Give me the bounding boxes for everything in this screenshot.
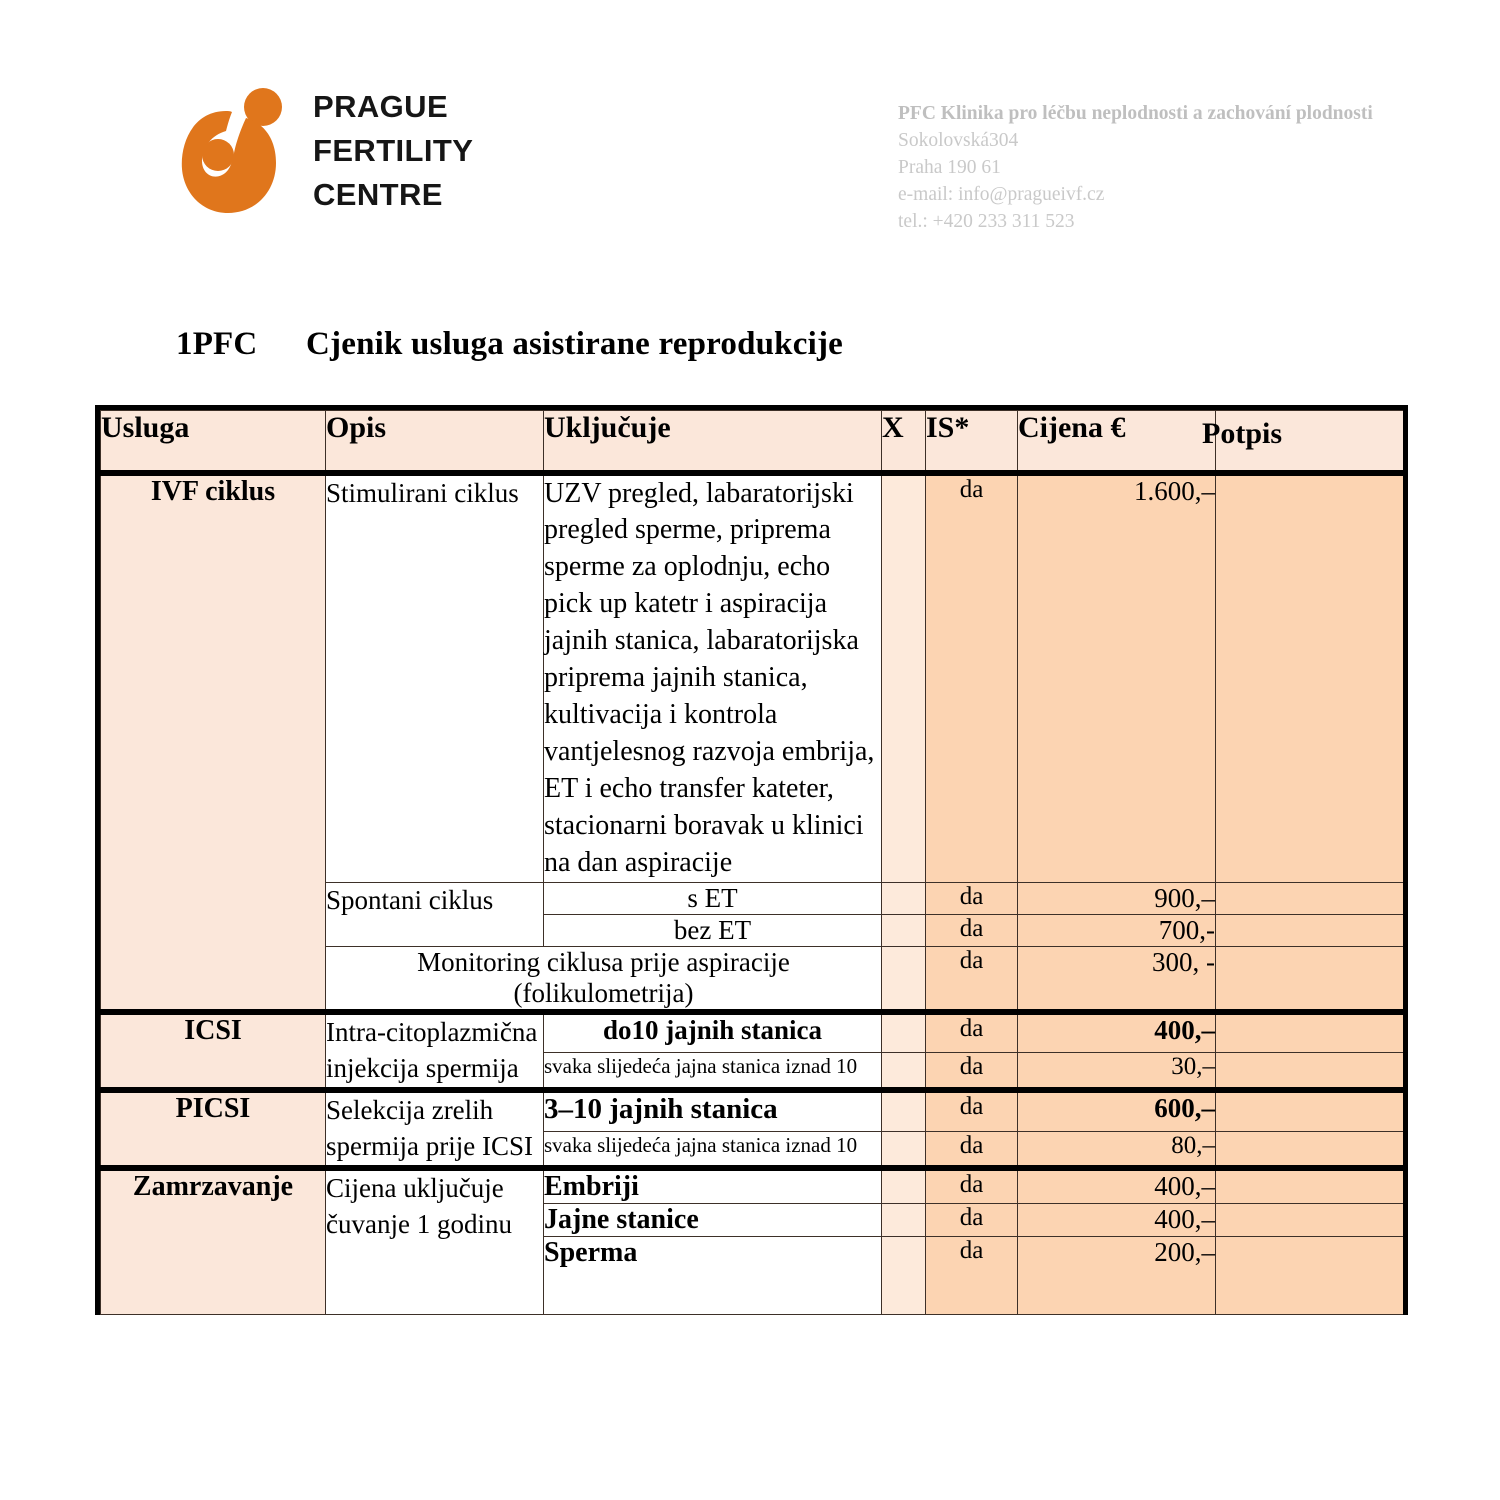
logo-wordmark: [313, 85, 473, 217]
cell-potpis-picsi-iznad10[interactable]: [1216, 1132, 1404, 1168]
cell-ukljucuje-stimulirani: UZV pregled, labaratorijski pregled sperme, priprema sperme za oplodnju, echo pick up katetr i aspiracija jajnih stanica, labaratorijska priprema jajnih stanica, kultivacija i kontrola vantjelesnog razvoja embrija, ET i echo transfer kateter, stacionarni boravak u klinici na dan aspiracije: [544, 473, 882, 883]
cell-cijena-stimulirani: 1.600,–: [1018, 473, 1216, 883]
clinic-street: Sokolovská304: [898, 130, 1019, 152]
cell-cijena-icsi-do10: 400,–: [1018, 1012, 1216, 1053]
column-header-is: IS*: [926, 411, 1018, 473]
logo-line-1: PRAGUE: [313, 89, 449, 124]
column-header-ukljucuje: Uključuje: [544, 411, 882, 473]
cell-x-embriji: [882, 1168, 926, 1204]
column-header-x: X: [882, 411, 926, 473]
cell-potpis-s-et[interactable]: [1216, 882, 1404, 914]
cell-potpis-embriji[interactable]: [1216, 1168, 1404, 1204]
cell-potpis-icsi-iznad10[interactable]: [1216, 1053, 1404, 1090]
cell-usluga-icsi: ICSI: [101, 1012, 326, 1090]
cell-ukljucuje-picsi-3-10: 3–10 jajnih stanica: [544, 1090, 882, 1132]
table-header: [101, 411, 1404, 473]
price-table: [100, 410, 1404, 1315]
cell-potpis-picsi-3-10[interactable]: [1216, 1090, 1404, 1132]
cell-x-picsi-iznad10: [882, 1132, 926, 1168]
cell-x-sperma: [882, 1236, 926, 1314]
cell-ukljucuje-monitoring: Monitoring ciklusa prije aspiracije (folikulometrija): [326, 946, 882, 1012]
cell-potpis-monitoring[interactable]: [1216, 946, 1404, 1012]
cell-opis-icsi: Intra-citoplazmična injekcija spermija: [326, 1012, 544, 1090]
clinic-contact-block: [898, 100, 1458, 235]
cell-ukljucuje-sperma: Sperma: [544, 1236, 882, 1314]
cell-x-icsi-do10: [882, 1012, 926, 1053]
cell-x-icsi-iznad10: [882, 1053, 926, 1090]
cell-is-icsi-iznad10: da: [926, 1053, 1018, 1090]
table-body: [101, 473, 1404, 1315]
cell-is-sperma: da: [926, 1236, 1018, 1314]
clinic-email: e-mail: info@pragueivf.cz: [898, 184, 1105, 206]
cell-is-bez-et: da: [926, 914, 1018, 946]
clinic-city: Praha 190 61: [898, 157, 1001, 179]
cell-is-picsi-3-10: da: [926, 1090, 1018, 1132]
cell-is-monitoring: da: [926, 946, 1018, 1012]
cell-potpis-icsi-do10[interactable]: [1216, 1012, 1404, 1053]
column-header-potpis: [1202, 411, 1404, 473]
cell-x-monitoring: [882, 946, 926, 1012]
cell-ukljucuje-bez-et: bez ET: [544, 914, 882, 946]
cell-is-picsi-iznad10: da: [926, 1132, 1018, 1168]
cell-usluga-picsi: PICSI: [101, 1090, 326, 1168]
cell-x-stimulirani: [882, 473, 926, 883]
cell-x-bez-et: [882, 914, 926, 946]
cell-is-jajne-stanice: da: [926, 1203, 1018, 1236]
table-row: [101, 1090, 1404, 1132]
cell-opis-picsi: Selekcija zrelih spermija prije ICSI: [326, 1090, 544, 1168]
clinic-phone: tel.: +420 233 311 523: [898, 211, 1075, 233]
price-table-container: [95, 405, 1408, 1315]
column-header-usluga: Usluga: [101, 411, 326, 473]
cell-x-picsi-3-10: [882, 1090, 926, 1132]
cell-opis-stimulirani: Stimulirani ciklus: [326, 473, 544, 883]
cell-cijena-embriji: 400,–: [1018, 1168, 1216, 1204]
page-title-text: Cjenik usluga asistirane reprodukcije: [306, 326, 843, 362]
cell-ukljucuje-jajne-stanice: Jajne stanice: [544, 1203, 882, 1236]
prague-fertility-centre-logo-icon: [180, 87, 285, 215]
cell-cijena-jajne-stanice: 400,–: [1018, 1203, 1216, 1236]
cell-cijena-s-et: 900,–: [1018, 882, 1216, 914]
column-header-cijena: Cijena €: [1018, 411, 1216, 473]
cell-ukljucuje-icsi-do10: do10 jajnih stanica: [544, 1012, 882, 1053]
cell-potpis-jajne-stanice[interactable]: [1216, 1203, 1404, 1236]
cell-cijena-picsi-3-10: 600,–: [1018, 1090, 1216, 1132]
cell-opis-spontani: Spontani ciklus: [326, 882, 544, 946]
cell-cijena-bez-et: 700,-: [1018, 914, 1216, 946]
cell-opis-zamrzavanje: Cijena uključuje čuvanje 1 godinu: [326, 1168, 544, 1315]
cell-is-stimulirani: da: [926, 473, 1018, 883]
cell-cijena-picsi-iznad10: 80,–: [1018, 1132, 1216, 1168]
table-row: [101, 1012, 1404, 1053]
cell-potpis-sperma[interactable]: [1216, 1236, 1404, 1314]
cell-is-embriji: da: [926, 1168, 1018, 1204]
cell-cijena-sperma: 200,–: [1018, 1236, 1216, 1314]
cell-x-s-et: [882, 882, 926, 914]
column-header-opis: Opis: [326, 411, 544, 473]
cell-x-jajne-stanice: [882, 1203, 926, 1236]
cell-potpis-stimulirani[interactable]: [1216, 473, 1404, 883]
cell-ukljucuje-s-et: s ET: [544, 882, 882, 914]
cell-potpis-bez-et[interactable]: [1216, 914, 1404, 946]
table-header-row: [101, 411, 1404, 473]
cell-usluga-ivf: IVF ciklus: [101, 473, 326, 1012]
cell-ukljucuje-icsi-iznad10: svaka slijedeća jajna stanica iznad 10: [544, 1053, 882, 1090]
cell-ukljucuje-embriji: Embriji: [544, 1168, 882, 1204]
cell-is-s-et: da: [926, 882, 1018, 914]
cell-cijena-monitoring: 300, -: [1018, 946, 1216, 1012]
table-row: [101, 1168, 1404, 1204]
page-title: [176, 326, 843, 363]
cell-cijena-icsi-iznad10: 30,–: [1018, 1053, 1216, 1090]
column-header-potpis-label: Potpis: [1202, 417, 1283, 450]
cell-ukljucuje-picsi-iznad10: svaka slijedeća jajna stanica iznad 10: [544, 1132, 882, 1168]
page-header: [0, 0, 1500, 300]
cell-is-icsi-do10: da: [926, 1012, 1018, 1053]
logo-line-3: CENTRE: [313, 177, 443, 213]
logo-line-2: FERTILITY: [313, 133, 474, 169]
brand-logo: [180, 85, 473, 217]
clinic-name: PFC Klinika pro léčbu neplodnosti a zachování plodnosti: [898, 103, 1373, 124]
cell-usluga-zamrzavanje: Zamrzavanje: [101, 1168, 326, 1315]
page-title-code: 1PFC: [176, 326, 258, 362]
table-row: [101, 473, 1404, 883]
